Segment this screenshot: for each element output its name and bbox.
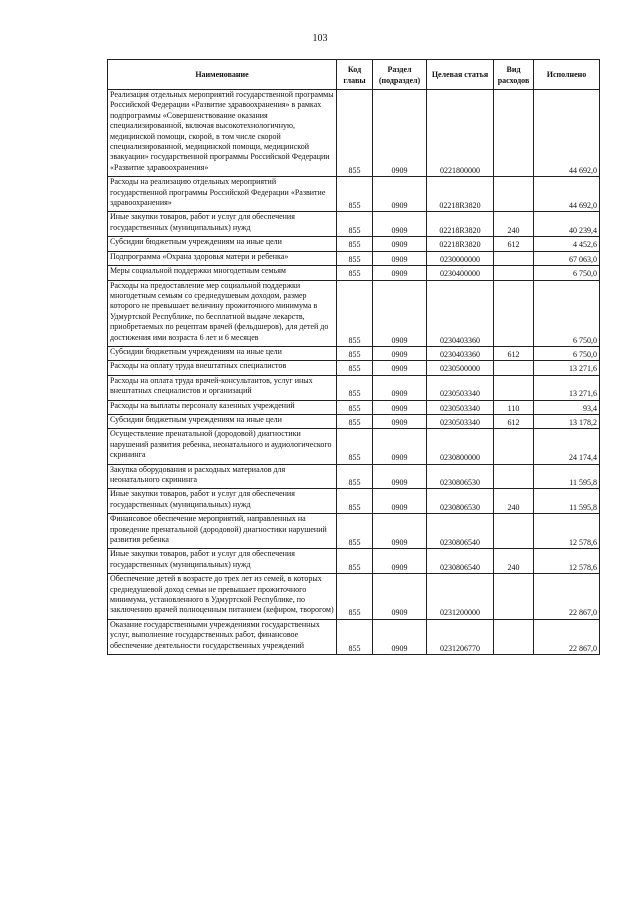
row-amount: 22 867,0: [534, 619, 600, 654]
budget-table: [107, 59, 600, 655]
row-kind: 612: [494, 346, 534, 360]
row-target: 0230500000: [427, 361, 494, 375]
row-amount: 6 750,0: [534, 346, 600, 360]
table-row: [108, 549, 600, 574]
table-header-row: [108, 60, 600, 90]
table-row: [108, 429, 600, 464]
row-kind: [494, 429, 534, 464]
row-target: 0230403360: [427, 280, 494, 346]
row-kind: 240: [494, 489, 534, 514]
row-kind: [494, 177, 534, 212]
header-kind: Вид расходов: [494, 60, 534, 90]
row-code: 855: [337, 429, 373, 464]
header-target: Целевая статья: [427, 60, 494, 90]
row-kind: [494, 90, 534, 177]
row-target: 0230800000: [427, 429, 494, 464]
table-row: [108, 514, 600, 549]
row-amount: 4 452,6: [534, 237, 600, 251]
row-target: 0230503340: [427, 400, 494, 414]
row-kind: 612: [494, 237, 534, 251]
row-kind: [494, 619, 534, 654]
header-code: Код главы: [337, 60, 373, 90]
row-section: 0909: [373, 375, 427, 400]
row-kind: [494, 574, 534, 620]
header-name: Наименование: [108, 60, 337, 90]
table-row: [108, 251, 600, 265]
row-target: 0231206770: [427, 619, 494, 654]
row-target: 0221800000: [427, 90, 494, 177]
row-amount: 6 750,0: [534, 280, 600, 346]
row-name: Субсидии бюджетным учреждениям на иные цели: [108, 237, 337, 251]
table-row: [108, 280, 600, 346]
row-name: Осуществление пренатальной (дородовой) диагностики нарушений развития ребенка, неонатального и аудиологического скрининга: [108, 429, 337, 464]
row-name: Расходы на выплаты персоналу казенных учреждений: [108, 400, 337, 414]
row-kind: [494, 375, 534, 400]
row-section: 0909: [373, 489, 427, 514]
table-row: [108, 361, 600, 375]
row-section: 0909: [373, 280, 427, 346]
row-section: 0909: [373, 90, 427, 177]
row-amount: 22 867,0: [534, 574, 600, 620]
row-amount: 40 239,4: [534, 212, 600, 237]
row-amount: 13 271,6: [534, 375, 600, 400]
row-target: 02218R3820: [427, 212, 494, 237]
row-name: Иные закупки товаров, работ и услуг для обеспечения государственных (муниципальных) нужд: [108, 489, 337, 514]
row-code: 855: [337, 266, 373, 280]
row-name: Иные закупки товаров, работ и услуг для обеспечения государственных (муниципальных) нужд: [108, 549, 337, 574]
row-code: 855: [337, 251, 373, 265]
row-code: 855: [337, 346, 373, 360]
table-row: [108, 375, 600, 400]
row-amount: 6 750,0: [534, 266, 600, 280]
table-row: [108, 464, 600, 489]
row-code: 855: [337, 375, 373, 400]
table-row: [108, 90, 600, 177]
table-row: [108, 619, 600, 654]
row-section: 0909: [373, 237, 427, 251]
row-name: Субсидии бюджетным учреждениям на иные цели: [108, 414, 337, 428]
row-section: 0909: [373, 346, 427, 360]
row-amount: 93,4: [534, 400, 600, 414]
row-target: 0230000000: [427, 251, 494, 265]
row-name: Расходы на реализацию отдельных мероприятий государственной программы Российской Федерации «Развитие здравоохранения»: [108, 177, 337, 212]
table-row: [108, 346, 600, 360]
row-name: Закупка оборудования и расходных материалов для неонатального скрининга: [108, 464, 337, 489]
row-kind: [494, 464, 534, 489]
row-kind: [494, 280, 534, 346]
row-amount: 12 578,6: [534, 549, 600, 574]
row-section: 0909: [373, 266, 427, 280]
row-amount: 11 595,8: [534, 464, 600, 489]
row-code: 855: [337, 90, 373, 177]
table-row: [108, 212, 600, 237]
page-number: 103: [312, 33, 328, 44]
row-amount: 67 063,0: [534, 251, 600, 265]
row-target: 0230806530: [427, 489, 494, 514]
row-target: 0230400000: [427, 266, 494, 280]
row-amount: 24 174,4: [534, 429, 600, 464]
row-target: 0230403360: [427, 346, 494, 360]
row-amount: 13 178,2: [534, 414, 600, 428]
row-name: Оказание государственными учреждениями государственных услуг, выполнение государственных работ, финансовое обеспечение деятельности государственных учреждений: [108, 619, 337, 654]
row-code: 855: [337, 177, 373, 212]
row-section: 0909: [373, 400, 427, 414]
table-row: [108, 266, 600, 280]
row-section: 0909: [373, 361, 427, 375]
row-name: Меры социальной поддержки многодетным семьям: [108, 266, 337, 280]
header-amount: Исполнено: [534, 60, 600, 90]
row-name: Иные закупки товаров, работ и услуг для обеспечения государственных (муниципальных) нужд: [108, 212, 337, 237]
row-kind: 612: [494, 414, 534, 428]
row-name: Субсидии бюджетным учреждениям на иные цели: [108, 346, 337, 360]
row-amount: 13 271,6: [534, 361, 600, 375]
table-row: [108, 177, 600, 212]
row-kind: [494, 361, 534, 375]
row-code: 855: [337, 464, 373, 489]
header-section: Раздел (подраздел): [373, 60, 427, 90]
row-target: 02218R3820: [427, 177, 494, 212]
row-name: Обеспечение детей в возрасте до трех лет из семей, в которых среднедушевой доход семьи не превышает прожиточного минимума, установленного в Удмуртской Республике, по заключению врачей полноценным питанием (кефиром, творогом): [108, 574, 337, 620]
row-section: 0909: [373, 251, 427, 265]
row-section: 0909: [373, 429, 427, 464]
row-section: 0909: [373, 514, 427, 549]
row-section: 0909: [373, 414, 427, 428]
table-row: [108, 237, 600, 251]
row-name: Расходы на оплата труда врачей-консультантов, услуг иных внештатных специалистов и организаций: [108, 375, 337, 400]
row-name: Расходы на предоставление мер социальной поддержки многодетным семьям со среднедушевым доходом, размер которого не превышает величину прожиточного минимума в Удмуртской Республике, по бесплатной выдаче лекарств, приобретаемых по рецептам врачей (фельдшеров), для детей до достижения ими возраста 6 лет и 6 месяцев: [108, 280, 337, 346]
row-code: 855: [337, 549, 373, 574]
row-code: 855: [337, 514, 373, 549]
row-target: 0230806530: [427, 464, 494, 489]
row-code: 855: [337, 237, 373, 251]
row-kind: 110: [494, 400, 534, 414]
row-target: 0231200000: [427, 574, 494, 620]
row-code: 855: [337, 574, 373, 620]
table-row: [108, 400, 600, 414]
row-amount: 11 595,8: [534, 489, 600, 514]
row-target: 0230806540: [427, 514, 494, 549]
row-name: Расходы на оплату труда внештатных специалистов: [108, 361, 337, 375]
row-section: 0909: [373, 177, 427, 212]
table-row: [108, 414, 600, 428]
table-row: [108, 574, 600, 620]
row-code: 855: [337, 361, 373, 375]
table-row: [108, 489, 600, 514]
row-section: 0909: [373, 574, 427, 620]
row-code: 855: [337, 489, 373, 514]
row-target: 0230503340: [427, 375, 494, 400]
row-section: 0909: [373, 212, 427, 237]
row-kind: 240: [494, 549, 534, 574]
row-code: 855: [337, 414, 373, 428]
row-code: 855: [337, 212, 373, 237]
row-amount: 12 578,6: [534, 514, 600, 549]
row-section: 0909: [373, 549, 427, 574]
row-name: Реализация отдельных мероприятий государственной программы Российской Федерации «Развитие здравоохранения» в рамках подпрограммы «Совершенствование оказания специализированной, включая высокотехнологичную, медицинской помощи, скорой, в том числе скорой специализированной, медицинской помощи, медицинской эвакуации» государственной программы Российской Федерации «Развитие здравоохранения»: [108, 90, 337, 177]
row-target: 0230503340: [427, 414, 494, 428]
row-target: 0230806540: [427, 549, 494, 574]
row-kind: [494, 266, 534, 280]
row-amount: 44 692,0: [534, 90, 600, 177]
row-kind: [494, 251, 534, 265]
row-target: 02218R3820: [427, 237, 494, 251]
row-code: 855: [337, 280, 373, 346]
row-name: Финансовое обеспечение мероприятий, направленных на проведение пренатальной (дородовой) диагностики нарушений развития ребенка: [108, 514, 337, 549]
row-kind: 240: [494, 212, 534, 237]
row-section: 0909: [373, 464, 427, 489]
row-code: 855: [337, 400, 373, 414]
row-name: Подпрограмма «Охрана здоровья матери и ребенка»: [108, 251, 337, 265]
row-section: 0909: [373, 619, 427, 654]
row-code: 855: [337, 619, 373, 654]
row-kind: [494, 514, 534, 549]
row-amount: 44 692,0: [534, 177, 600, 212]
